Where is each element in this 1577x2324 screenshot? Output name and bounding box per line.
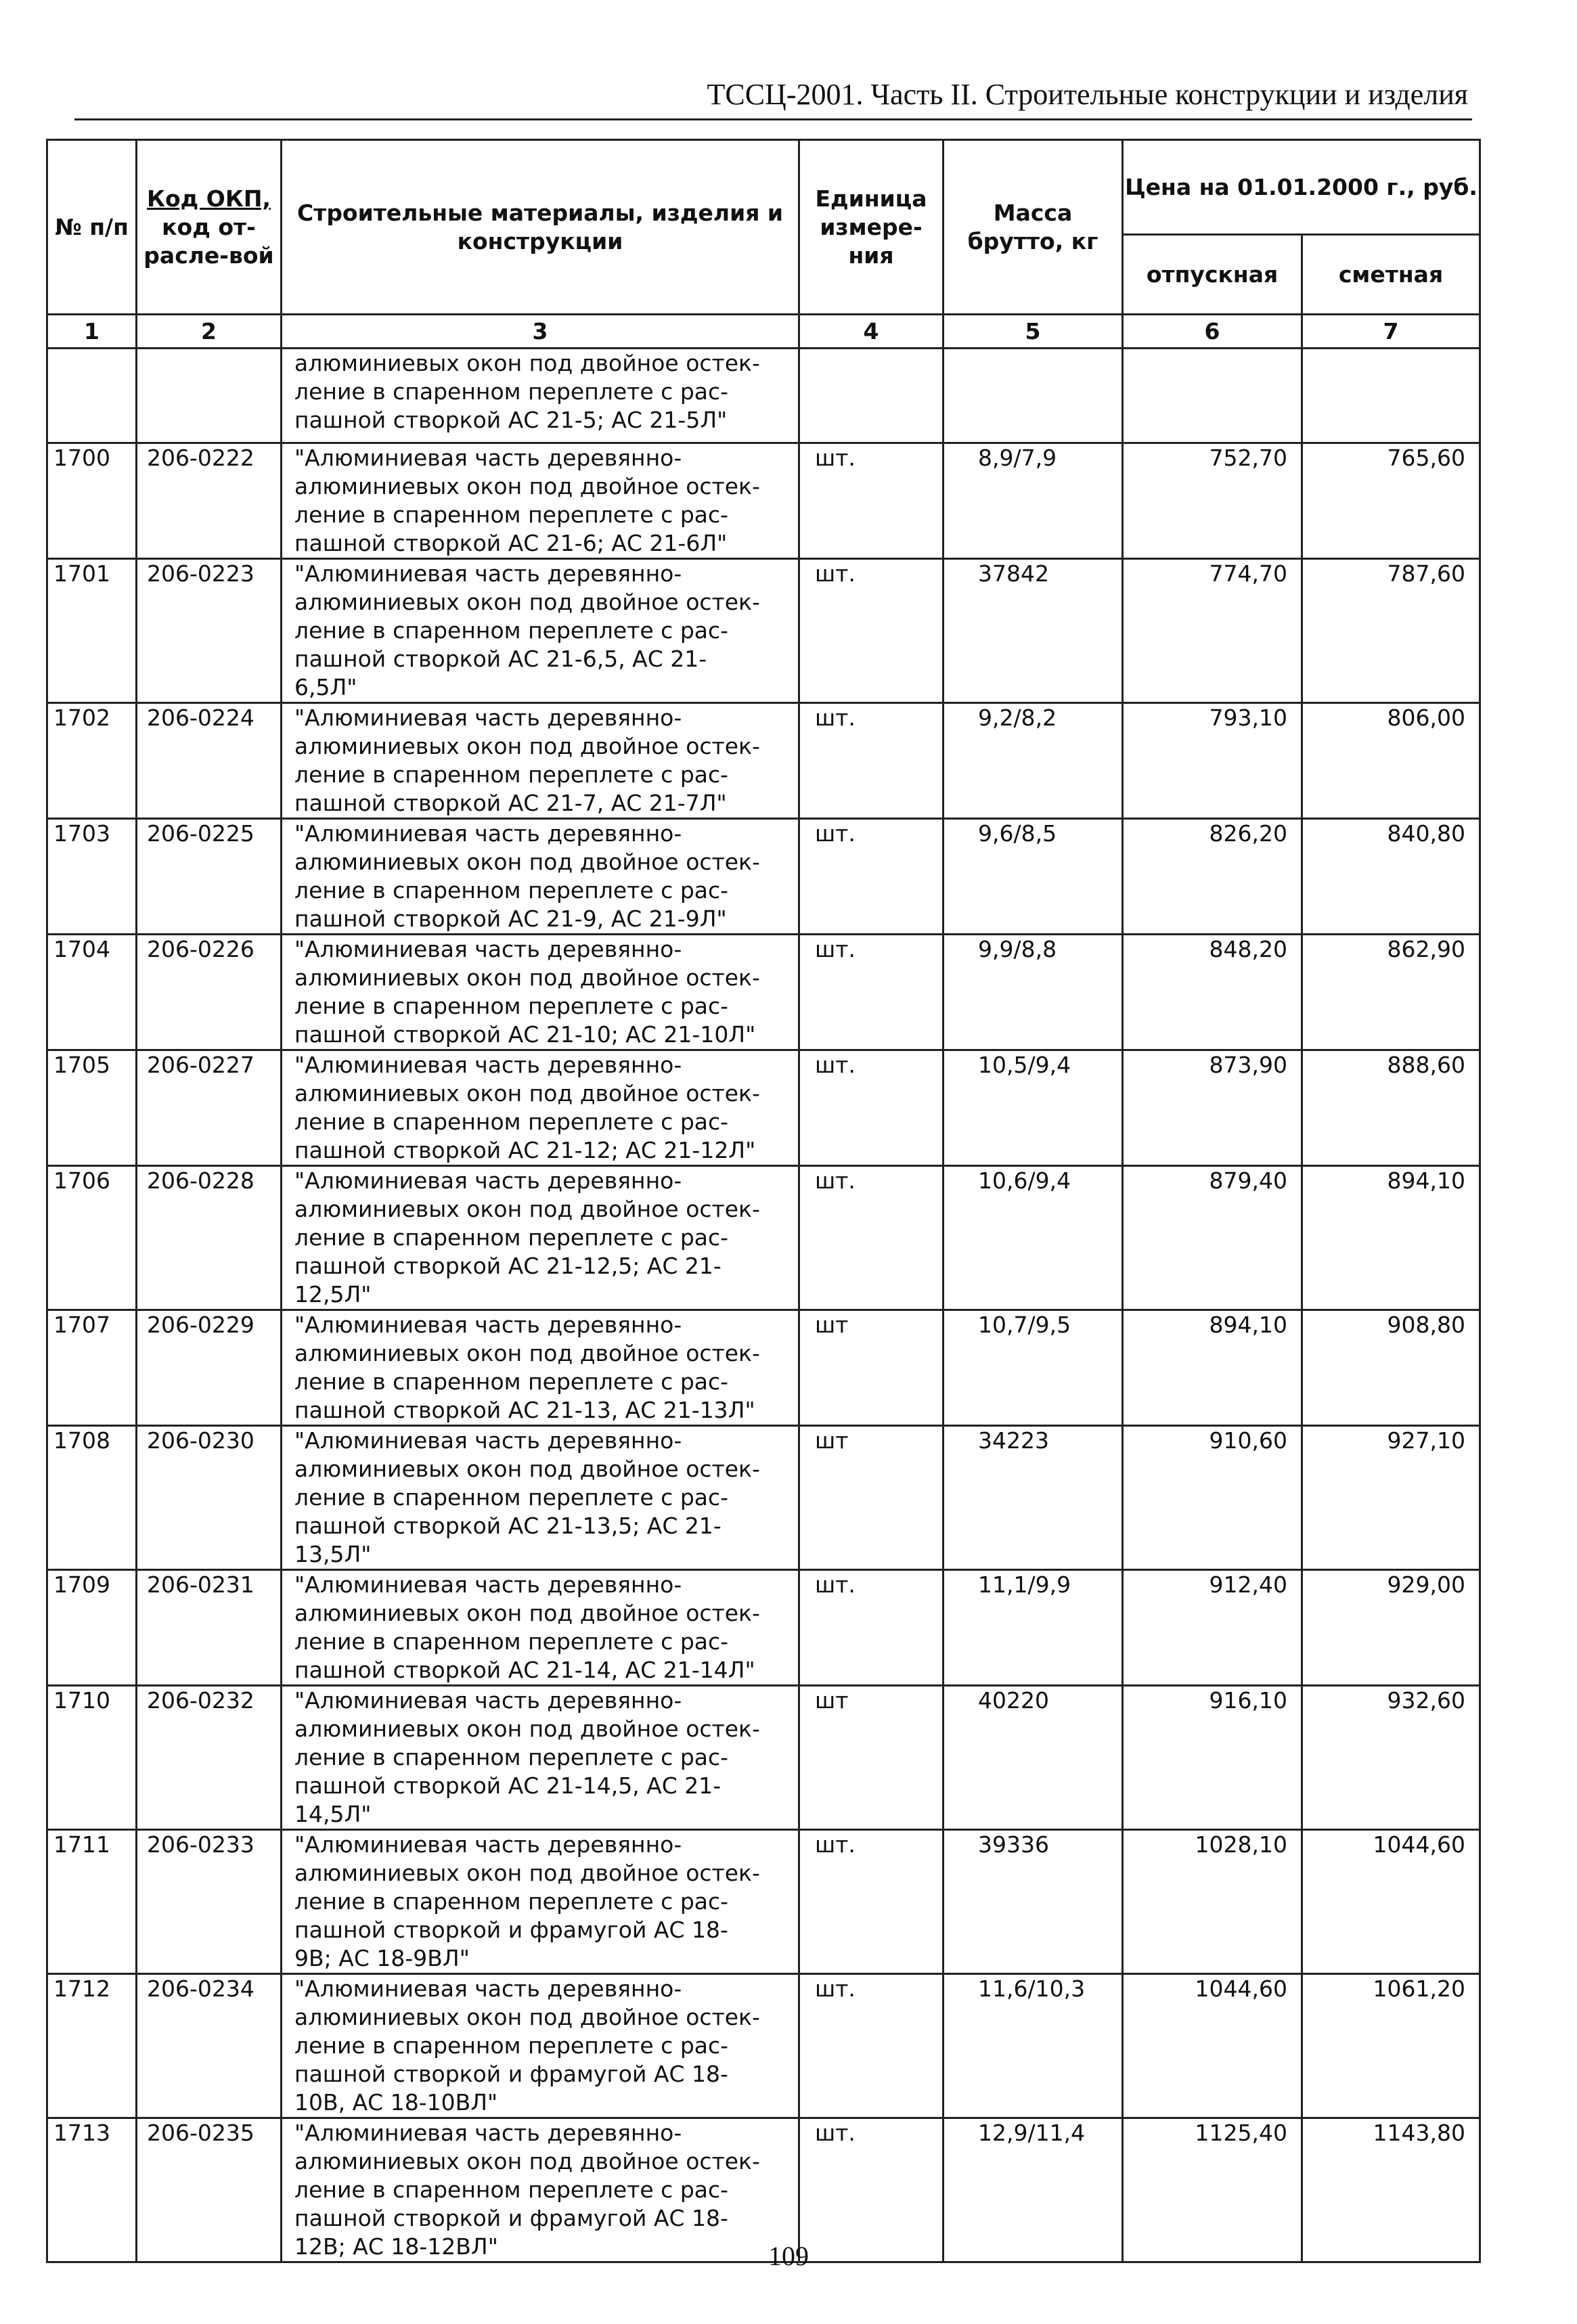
description-line: "Алюминиевая часть деревянно-: [294, 1052, 682, 1078]
row-mass: 11,6/10,3: [943, 1974, 1123, 2118]
description-line: "Алюминиевая часть деревянно-: [294, 1571, 682, 1598]
description-line: 6,5Л": [294, 674, 357, 700]
row-number: 1707: [47, 1310, 137, 1426]
row-mass: 10,6/9,4: [943, 1166, 1123, 1310]
row-unit: шт.: [799, 2118, 943, 2262]
row-unit: шт: [799, 1686, 943, 1830]
description-line: алюминиевых окон под двойное остек-: [294, 589, 760, 615]
col-header-num: № п/п: [47, 140, 137, 315]
column-number: 3: [282, 315, 799, 349]
description-line: "Алюминиевая часть деревянно-: [294, 1312, 682, 1338]
row-description: [282, 1166, 799, 1310]
description-line: ление в спаренном переплете с рас-: [294, 501, 729, 528]
row-mass: 9,9/8,8: [943, 935, 1123, 1050]
row-number: 1700: [47, 443, 137, 559]
description-line: пашной створкой и фрамугой АС 18-: [294, 2205, 728, 2231]
description-line: алюминиевых окон под двойное остек-: [294, 1860, 760, 1886]
row-price-estimate: 840,80: [1302, 819, 1480, 935]
row-mass: 9,2/8,2: [943, 703, 1123, 819]
row-unit: шт.: [799, 819, 943, 935]
table-row: [47, 1166, 1480, 1310]
row-unit: шт.: [799, 559, 943, 703]
row-code: [137, 349, 282, 443]
row-price-release: 1028,10: [1123, 1830, 1302, 1974]
row-mass: 10,7/9,5: [943, 1310, 1123, 1426]
row-description: [282, 1050, 799, 1166]
description-line: ление в спаренном переплете с рас-: [294, 617, 729, 644]
row-description: [282, 1830, 799, 1974]
row-price-estimate: 787,60: [1302, 559, 1480, 703]
row-unit: шт: [799, 1310, 943, 1426]
row-price-release: 1125,40: [1123, 2118, 1302, 2262]
table-row: [47, 1426, 1480, 1570]
row-code: 206-0225: [137, 819, 282, 935]
description-line: "Алюминиевая часть деревянно-: [294, 2120, 682, 2146]
description-line: ление в спаренном переплете с рас-: [294, 378, 729, 405]
description-line: алюминиевых окон под двойное остек-: [294, 849, 760, 875]
description-line: алюминиевых окон под двойное остек-: [294, 2004, 760, 2030]
description-line: ление в спаренном переплете с рас-: [294, 1744, 729, 1770]
row-price-estimate: 932,60: [1302, 1686, 1480, 1830]
row-description: [282, 1974, 799, 2118]
description-line: пашной створкой АС 21-13, АС 21-13Л": [294, 1397, 755, 1423]
row-number: 1705: [47, 1050, 137, 1166]
row-price-release: 774,70: [1123, 559, 1302, 703]
col-header-price-estimate: сметная: [1302, 235, 1480, 315]
row-number: 1702: [47, 703, 137, 819]
description-line: пашной створкой АС 21-6; АС 21-6Л": [294, 530, 728, 556]
description-line: пашной створкой АС 21-10; АС 21-10Л": [294, 1021, 756, 1048]
description-line: алюминиевых окон под двойное остек-: [294, 473, 760, 499]
column-number: 1: [47, 315, 137, 349]
description-line: алюминиевых окон под двойное остек-: [294, 1340, 760, 1366]
row-description: [282, 935, 799, 1050]
column-number: 4: [799, 315, 943, 349]
row-code: 206-0229: [137, 1310, 282, 1426]
row-price-estimate: 929,00: [1302, 1570, 1480, 1686]
row-price-release: 1044,60: [1123, 1974, 1302, 2118]
column-number-row: [47, 315, 1480, 349]
row-price-estimate: 1044,60: [1302, 1830, 1480, 1974]
description-line: ление в спаренном переплете с рас-: [294, 877, 729, 903]
row-mass: [943, 349, 1123, 443]
row-code: 206-0222: [137, 443, 282, 559]
description-line: "Алюминиевая часть деревянно-: [294, 1427, 682, 1454]
row-price-release: 912,40: [1123, 1570, 1302, 1686]
description-line: алюминиевых окон под двойное остек-: [294, 350, 760, 376]
col-header-code-top: Код ОКП,: [147, 185, 271, 212]
description-line: алюминиевых окон под двойное остек-: [294, 1600, 760, 1626]
row-number: 1712: [47, 1974, 137, 2118]
description-line: "Алюминиевая часть деревянно-: [294, 560, 682, 587]
description-line: алюминиевых окон под двойное остек-: [294, 964, 760, 991]
table-row: [47, 703, 1480, 819]
table-row: [47, 935, 1480, 1050]
row-price-estimate: [1302, 349, 1480, 443]
row-price-release: 873,90: [1123, 1050, 1302, 1166]
row-number: 1704: [47, 935, 137, 1050]
description-line: "Алюминиевая часть деревянно-: [294, 1831, 682, 1858]
col-header-code-bottom: код от-расле-вой: [143, 213, 274, 269]
description-line: алюминиевых окон под двойное остек-: [294, 1196, 760, 1222]
description-line: 12,5Л": [294, 1281, 372, 1308]
row-number: 1710: [47, 1686, 137, 1830]
description-line: "Алюминиевая часть деревянно-: [294, 705, 682, 731]
description-line: пашной створкой АС 21-12; АС 21-12Л": [294, 1137, 756, 1163]
col-header-price-release: отпускная: [1123, 235, 1302, 315]
row-price-estimate: 927,10: [1302, 1426, 1480, 1570]
table-row: [47, 1050, 1480, 1166]
row-mass: 34223: [943, 1426, 1123, 1570]
row-unit: шт.: [799, 1974, 943, 2118]
description-line: пашной створкой АС 21-7, АС 21-7Л": [294, 790, 727, 816]
row-price-release: 910,60: [1123, 1426, 1302, 1570]
description-line: 14,5Л": [294, 1801, 372, 1827]
description-line: ление в спаренном переплете с рас-: [294, 993, 729, 1019]
row-description: [282, 703, 799, 819]
row-price-estimate: 888,60: [1302, 1050, 1480, 1166]
row-description: [282, 1570, 799, 1686]
row-number: 1703: [47, 819, 137, 935]
row-price-release: 826,20: [1123, 819, 1302, 935]
description-line: ление в спаренном переплете с рас-: [294, 1484, 729, 1511]
row-code: 206-0232: [137, 1686, 282, 1830]
row-unit: шт: [799, 1426, 943, 1570]
row-mass: 9,6/8,5: [943, 819, 1123, 935]
row-mass: 12,9/11,4: [943, 2118, 1123, 2262]
running-head: [74, 71, 1472, 120]
table-row: [47, 1974, 1480, 2118]
row-unit: шт.: [799, 1830, 943, 1974]
row-mass: 39336: [943, 1830, 1123, 1974]
row-description: [282, 1426, 799, 1570]
table-row: [47, 559, 1480, 703]
description-line: 13,5Л": [294, 1541, 372, 1567]
description-line: алюминиевых окон под двойное остек-: [294, 2148, 760, 2174]
description-line: пашной створкой АС 21-14, АС 21-14Л": [294, 1657, 755, 1683]
col-header-unit: Единица измере-ния: [799, 140, 943, 315]
row-price-release: 916,10: [1123, 1686, 1302, 1830]
row-price-release: 879,40: [1123, 1166, 1302, 1310]
row-code: 206-0235: [137, 2118, 282, 2262]
col-header-mass: Масса брутто, кг: [943, 140, 1123, 315]
description-line: ление в спаренном переплете с рас-: [294, 1888, 729, 1915]
row-price-release: [1123, 349, 1302, 443]
page-number: 109: [768, 2241, 809, 2271]
description-line: "Алюминиевая часть деревянно-: [294, 820, 682, 847]
row-mass: 37842: [943, 559, 1123, 703]
description-line: ление в спаренном переплете с рас-: [294, 2032, 729, 2059]
description-line: пашной створкой и фрамугой АС 18-: [294, 1917, 728, 1943]
description-line: "Алюминиевая часть деревянно-: [294, 1687, 682, 1714]
row-mass: 10,5/9,4: [943, 1050, 1123, 1166]
description-line: алюминиевых окон под двойное остек-: [294, 1080, 760, 1107]
description-line: 10В, АС 18-10ВЛ": [294, 2089, 498, 2116]
col-header-price-group: Цена на 01.01.2000 г., руб.: [1123, 140, 1480, 235]
description-line: пашной створкой АС 21-6,5, АС 21-: [294, 646, 707, 672]
row-code: 206-0223: [137, 559, 282, 703]
row-description: [282, 1686, 799, 1830]
description-line: 9В; АС 18-9ВЛ": [294, 1945, 470, 1971]
col-header-code: [137, 140, 282, 315]
column-number: 2: [137, 315, 282, 349]
row-unit: шт.: [799, 1570, 943, 1686]
row-code: 206-0233: [137, 1830, 282, 1974]
row-number: 1708: [47, 1426, 137, 1570]
description-line: алюминиевых окон под двойное остек-: [294, 733, 760, 759]
row-price-release: 793,10: [1123, 703, 1302, 819]
row-price-release: 848,20: [1123, 935, 1302, 1050]
row-price-estimate: 1061,20: [1302, 1974, 1480, 2118]
description-line: ление в спаренном переплете с рас-: [294, 1224, 729, 1251]
running-title: ТССЦ-2001. Часть II. Строительные конструкции и изделия: [707, 78, 1468, 111]
table-row: [47, 1310, 1480, 1426]
row-description: [282, 443, 799, 559]
description-line: пашной створкой АС 21-13,5; АС 21-: [294, 1513, 721, 1539]
row-mass: 8,9/7,9: [943, 443, 1123, 559]
row-number: 1711: [47, 1830, 137, 1974]
description-line: 12В; АС 18-12ВЛ": [294, 2233, 498, 2260]
table-row: [47, 1830, 1480, 1974]
row-description: [282, 1310, 799, 1426]
column-number: 7: [1302, 315, 1480, 349]
description-line: "Алюминиевая часть деревянно-: [294, 1167, 682, 1194]
column-number: 5: [943, 315, 1123, 349]
row-number: 1713: [47, 2118, 137, 2262]
column-number: 6: [1123, 315, 1302, 349]
row-unit: шт.: [799, 935, 943, 1050]
table-row: [47, 1570, 1480, 1686]
row-code: 206-0234: [137, 1974, 282, 2118]
row-number: 1706: [47, 1166, 137, 1310]
description-line: ление в спаренном переплете с рас-: [294, 1628, 729, 1655]
table-body: [47, 349, 1480, 2262]
continuation-row: [47, 349, 1480, 443]
description-line: пашной створкой АС 21-14,5, АС 21-: [294, 1772, 721, 1799]
description-line: пашной створкой и фрамугой АС 18-: [294, 2061, 728, 2087]
row-mass: 11,1/9,9: [943, 1570, 1123, 1686]
description-line: ление в спаренном переплете с рас-: [294, 1109, 729, 1135]
row-code: 206-0231: [137, 1570, 282, 1686]
row-description: [282, 819, 799, 935]
description-line: пашной створкой АС 21-5; АС 21-5Л": [294, 407, 728, 433]
row-description: [282, 349, 799, 443]
description-line: ление в спаренном переплете с рас-: [294, 761, 729, 788]
row-description: [282, 559, 799, 703]
row-price-estimate: 806,00: [1302, 703, 1480, 819]
description-line: пашной створкой АС 21-12,5; АС 21-: [294, 1253, 721, 1279]
table-row: [47, 443, 1480, 559]
row-unit: шт.: [799, 703, 943, 819]
description-line: ление в спаренном переплете с рас-: [294, 2176, 729, 2203]
row-number: [47, 349, 137, 443]
row-number: 1701: [47, 559, 137, 703]
row-price-estimate: 894,10: [1302, 1166, 1480, 1310]
row-unit: [799, 349, 943, 443]
row-price-release: 752,70: [1123, 443, 1302, 559]
row-price-estimate: 765,60: [1302, 443, 1480, 559]
description-line: алюминиевых окон под двойное остек-: [294, 1456, 760, 1482]
col-header-material: Строительные материалы, изделия и конструкции: [282, 140, 799, 315]
description-line: "Алюминиевая часть деревянно-: [294, 936, 682, 962]
row-unit: шт.: [799, 1166, 943, 1310]
row-price-release: 894,10: [1123, 1310, 1302, 1426]
row-code: 206-0230: [137, 1426, 282, 1570]
description-line: алюминиевых окон под двойное остек-: [294, 1716, 760, 1742]
table-row: [47, 819, 1480, 935]
description-line: "Алюминиевая часть деревянно-: [294, 1975, 682, 2002]
description-line: "Алюминиевая часть деревянно-: [294, 445, 682, 471]
row-number: 1709: [47, 1570, 137, 1686]
row-code: 206-0226: [137, 935, 282, 1050]
table-row: [47, 1686, 1480, 1830]
price-table: [46, 139, 1481, 2263]
row-unit: шт.: [799, 443, 943, 559]
row-code: 206-0227: [137, 1050, 282, 1166]
row-code: 206-0224: [137, 703, 282, 819]
description-line: пашной створкой АС 21-9, АС 21-9Л": [294, 906, 727, 932]
row-price-estimate: 862,90: [1302, 935, 1480, 1050]
row-price-estimate: 908,80: [1302, 1310, 1480, 1426]
row-price-estimate: 1143,80: [1302, 2118, 1480, 2262]
row-unit: шт.: [799, 1050, 943, 1166]
row-code: 206-0228: [137, 1166, 282, 1310]
description-line: ление в спаренном переплете с рас-: [294, 1368, 729, 1395]
row-mass: 40220: [943, 1686, 1123, 1830]
